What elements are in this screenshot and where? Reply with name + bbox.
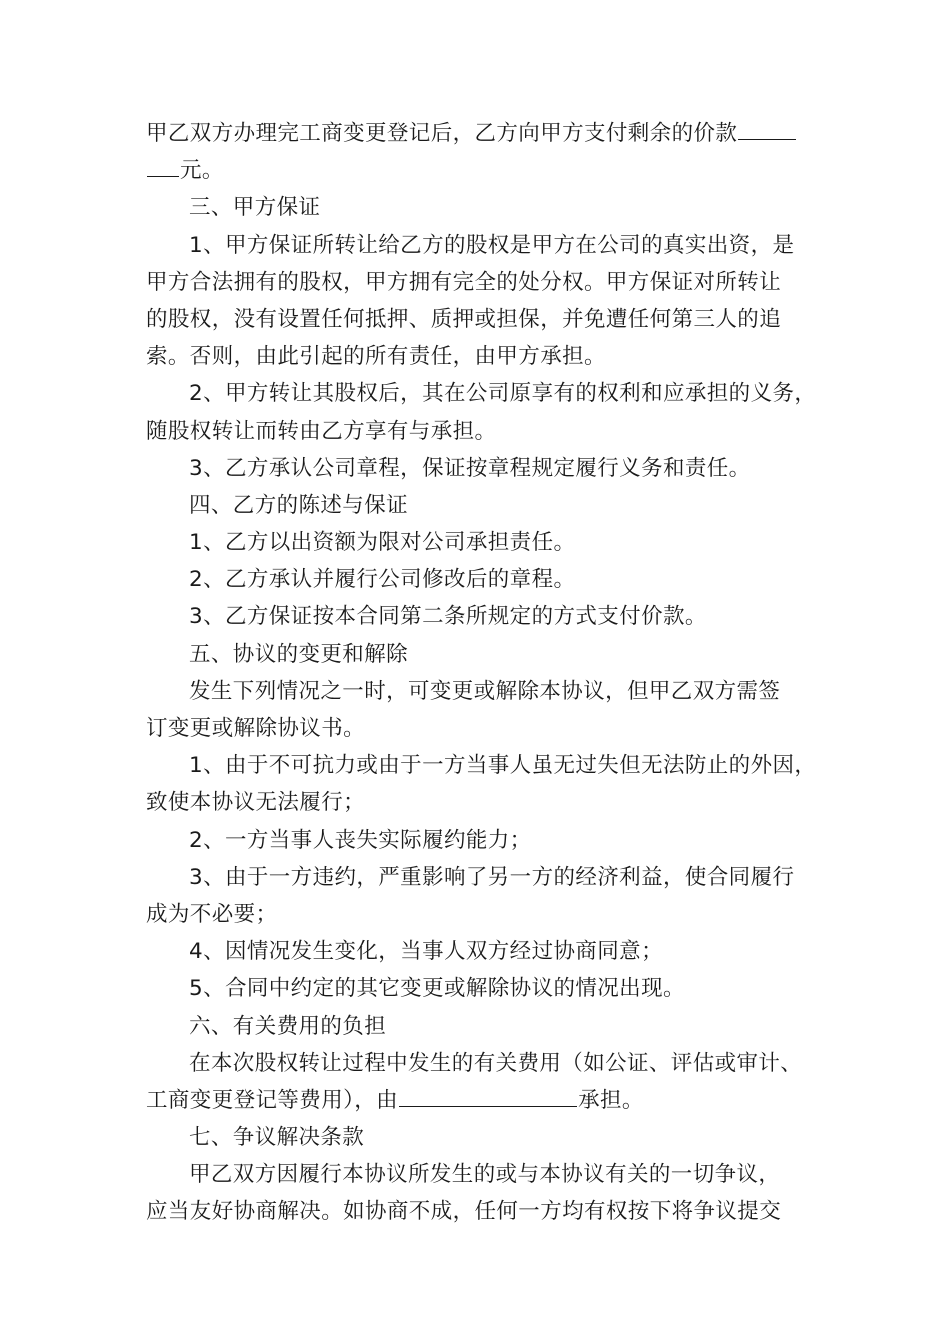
text-line xyxy=(146,115,810,152)
text-line: 索。否则，由此引起的所有责任，由甲方承担。 xyxy=(146,344,606,370)
text-line xyxy=(146,1082,810,1119)
text-line: 在本次股权转让过程中发生的有关费用（如公证、评估或审计、 xyxy=(189,1050,803,1076)
text-line: 发生下列情况之一时，可变更或解除本协议，但甲乙双方需签 xyxy=(189,678,781,704)
text-line: 致使本协议无法履行； xyxy=(146,790,366,816)
text-line: 的股权，没有设置任何抵押、质押或担保，并免遭任何第三人的追 xyxy=(146,306,782,332)
section-heading: 三、甲方保证 xyxy=(189,195,321,221)
text-line: 3、由于一方违约，严重影响了另一方的经济利益，使合同履行 xyxy=(189,864,795,890)
text-line: 2、乙方承认并履行公司修改后的章程。 xyxy=(189,567,576,593)
text-line: 甲方合法拥有的股权，甲方拥有完全的处分权。甲方保证对所转让 xyxy=(146,269,782,295)
fill-in-blank xyxy=(147,154,179,177)
text-line: 3、乙方承认公司章程，保证按章程规定履行义务和责任。 xyxy=(189,455,751,481)
text-run: 元。 xyxy=(180,158,224,184)
text-line: 2、甲方转让其股权后，其在公司原享有的权利和应承担的义务， xyxy=(189,381,817,407)
text-run: 承担。 xyxy=(578,1087,644,1113)
text-line: 甲乙双方因履行本协议所发生的或与本协议有关的一切争议， xyxy=(189,1162,781,1188)
text-line xyxy=(146,152,810,189)
text-run: 甲乙双方办理完工商变更登记后，乙方向甲方支付剩余的价款 xyxy=(146,121,738,146)
text-line: 应当友好协商解决。如协商不成，任何一方均有权按下将争议提交 xyxy=(146,1199,782,1225)
section-heading: 七、争议解决条款 xyxy=(189,1125,365,1151)
text-line: 随股权转让而转由乙方享有与承担。 xyxy=(146,418,497,444)
text-line: 3、乙方保证按本合同第二条所规定的方式支付价款。 xyxy=(189,604,707,630)
text-line: 4、因情况发生变化，当事人双方经过协商同意； xyxy=(189,939,663,965)
text-line: 1、乙方以出资额为限对公司承担责任。 xyxy=(189,530,576,556)
text-line: 5、合同中约定的其它变更或解除协议的情况出现。 xyxy=(189,976,685,1002)
fill-in-blank xyxy=(738,117,796,140)
document-body xyxy=(146,115,817,1231)
section-heading: 四、乙方的陈述与保证 xyxy=(189,492,409,518)
text-line: 成为不必要； xyxy=(146,901,278,927)
fill-in-blank xyxy=(399,1084,577,1107)
section-heading: 六、有关费用的负担 xyxy=(189,1013,387,1039)
text-line: 1、由于不可抗力或由于一方当事人虽无过失但无法防止的外因， xyxy=(189,753,817,779)
text-run: 工商变更登记等费用），由 xyxy=(146,1087,399,1113)
text-line: 订变更或解除协议书。 xyxy=(146,716,366,741)
text-line: 2、一方当事人丧失实际履约能力； xyxy=(189,827,532,853)
section-heading: 五、协议的变更和解除 xyxy=(189,641,409,667)
text-line: 1、甲方保证所转让给乙方的股权是甲方在公司的真实出资，是 xyxy=(189,232,795,258)
